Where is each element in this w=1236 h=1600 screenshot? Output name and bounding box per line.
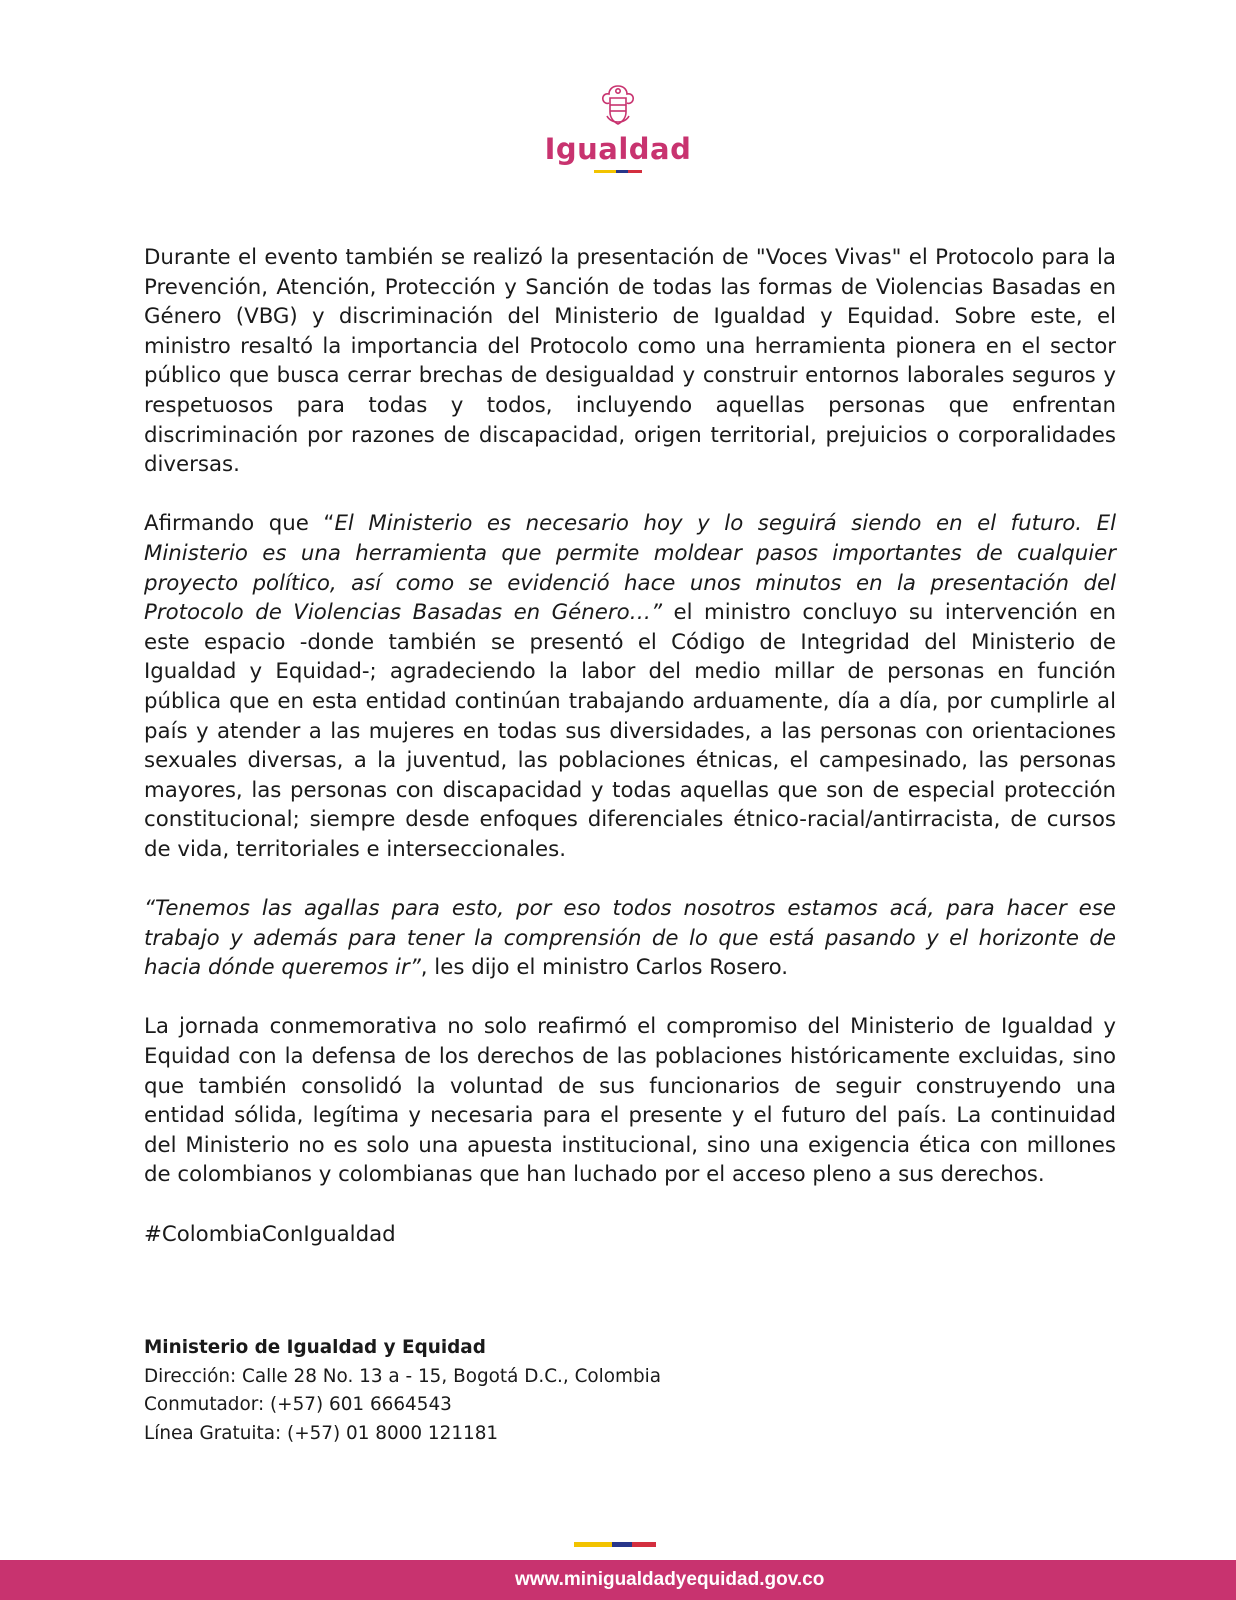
quote-attribution: , les dijo el ministro Carlos Rosero. <box>420 955 789 981</box>
footer-flag-bar <box>574 1542 656 1547</box>
hashtag: #ColombiaConIgualdad <box>144 1221 396 1247</box>
footer-url[interactable]: www.minigualdadyequidad.gov.co <box>515 1569 825 1590</box>
footer-band <box>0 1560 1236 1600</box>
article-body <box>144 243 1116 1279</box>
paragraph-ministro <box>144 509 1116 864</box>
paragraph-voces-vivas: Durante el evento también se realizó la presentación de "Voces Vivas" el Protocolo para la Prevención, Atención, Protección y Sanción de todas las formas de Violencias Basadas en Género (VBG) y discriminación del Ministerio de Igualdad y Equidad. Sobre este, el ministro resaltó la importancia del Protocolo como una herramienta pionera en el sector público que busca cerrar brechas de desigualdad y construir entornos laborales seguros y respetuosos para todas y todos, incluyendo aquellas personas que enfrentan discriminación por razones de discapacidad, origen territorial, prejuicios o corporalidades diversas. <box>144 245 1116 478</box>
logo-text: Igualdad <box>544 132 692 166</box>
header-logo <box>0 80 1236 173</box>
contact-toll-free: Línea Gratuita: (+57) 01 8000 121181 <box>144 1422 499 1444</box>
contact-block <box>144 1334 661 1448</box>
paragraph-lead: Afirmando que “ <box>144 511 335 537</box>
quote-ministerio: El Ministerio es necesario hoy y lo seguirá siendo en el futuro. El Ministerio es una herramienta que permite moldear pasos importantes de cualquier proyecto político, así como se evidenció hace unos minutos en la presentación del Protocolo de Violencias Basadas en Género…” <box>144 511 1117 626</box>
quote-agallas: “Tenemos las agallas para esto, por eso todos nosotros estamos acá, para hacer ese trabajo y además para tener la comprensión de lo que está pasando y el horizonte de hacia dónde queremos ir” <box>144 896 1116 981</box>
contact-phone: Conmutador: (+57) 601 6664543 <box>144 1394 452 1415</box>
paragraph-jornada: La jornada conmemorativa no solo reafirmó el compromiso del Ministerio de Igualdad y Equidad con la defensa de los derechos de las poblaciones históricamente excluidas, sino que también consolidó la voluntad de sus funcionarios de seguir construyendo una entidad sólida, legítima y necesaria para el presente y el futuro del país. La continuidad del Ministerio no es solo una apuesta institucional, sino una exigencia ética con millones de colombianos y colombianas que han luchado por el acceso pleno a sus derechos. <box>144 1014 1116 1188</box>
contact-address: Dirección: Calle 28 No. 13 a - 15, Bogotá D.C., Colombia <box>144 1365 662 1387</box>
coat-of-arms-icon <box>593 80 643 130</box>
flag-bar <box>0 170 1236 173</box>
paragraph-rest: el ministro concluyo su intervención en este espacio -donde también se presentó el Código de Integridad del Ministerio de Igualdad y Equidad-; agradeciendo la labor del medio millar de personas en función pública que en esta entidad continúan trabajando arduamente, día a día, por cumplirle al país y atender a las mujeres en todas sus diversidades, a las personas con orientaciones sexuales diversas, a la juventud, las poblaciones étnicas, el campesinado, las personas mayores, las personas con discapacidad y todas aquellas que son de especial protección constitucional; siempre desde enfoques diferenciales étnico-racial/antirracista, de cursos de vida, territoriales e interseccionales. <box>144 600 1116 862</box>
contact-org: Ministerio de Igualdad y Equidad <box>144 1337 486 1358</box>
paragraph-agallas <box>144 894 1116 983</box>
